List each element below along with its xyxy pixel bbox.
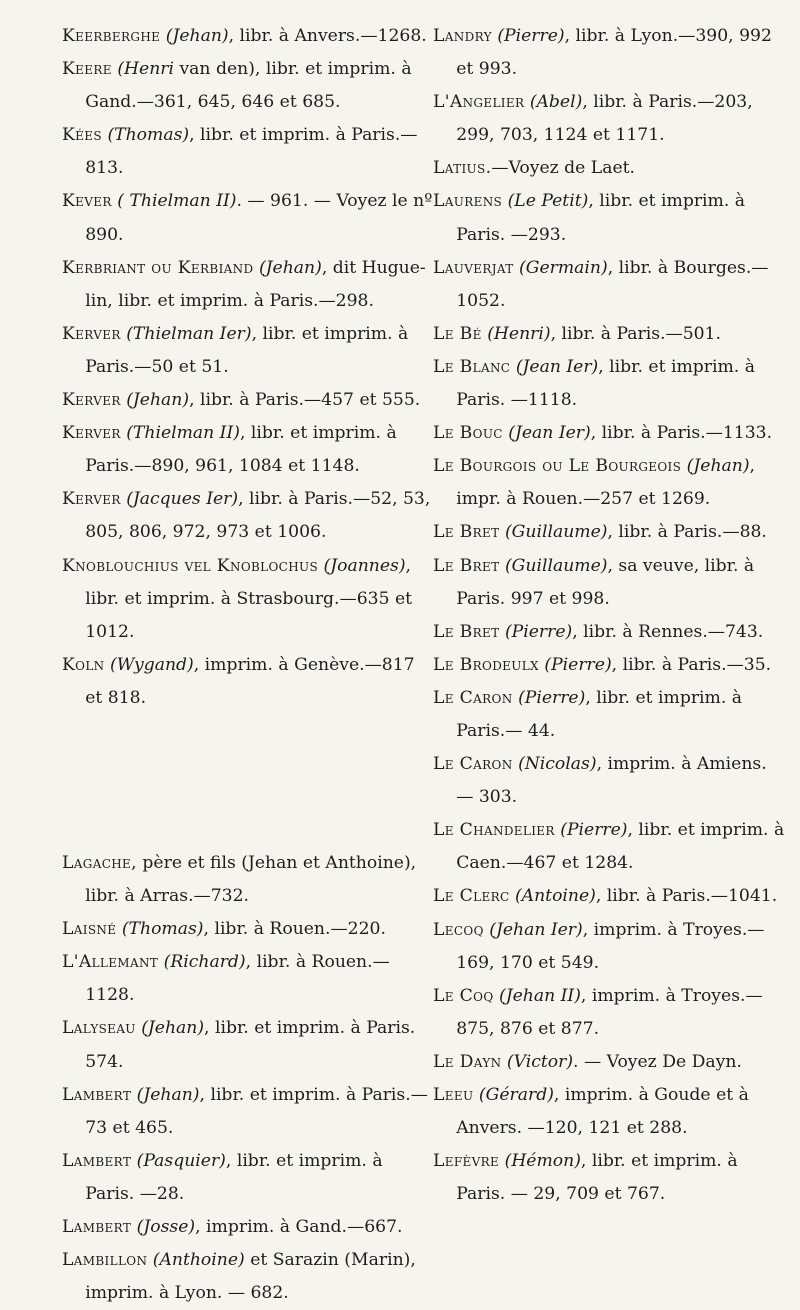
- entry-surname: Laurens: [433, 191, 503, 212]
- entry-surname: Keere: [62, 59, 112, 80]
- index-entry: [433, 185, 788, 251]
- index-entry: [62, 1012, 437, 1078]
- entry-details: , libr. à Paris.—35.: [611, 654, 772, 675]
- entry-surname: Le Bret: [433, 621, 500, 642]
- index-entry: [62, 913, 437, 946]
- entry-details: et Sarazin (Marin), imprim. à Lyon. — 682.: [85, 1250, 416, 1304]
- entry-details: père et fils (Jehan et Anthoine), libr. à Arras.—732.: [85, 852, 417, 907]
- entry-surname: Le Chandelier: [433, 820, 555, 841]
- entry-given-name: (Jean Ier): [508, 423, 591, 444]
- entry-surname: Lecoq: [433, 919, 484, 940]
- entry-surname: Le Blanc: [433, 356, 511, 377]
- index-entry: [433, 649, 788, 682]
- entry-surname: Keerberghe: [62, 26, 161, 46]
- entry-details: , libr. à Paris.—1133.: [590, 423, 773, 444]
- entry-details: , dit Hugue-lin, libr. et imprim. à Paris.—298.: [85, 257, 426, 311]
- index-entry: [433, 1046, 788, 1079]
- index-entry: [433, 748, 788, 814]
- entry-given-name: (Jehan): [126, 390, 190, 411]
- entry-given-name: (Jehan): [258, 257, 322, 278]
- index-entry: [62, 483, 437, 549]
- entry-details: van den), libr. et imprim. à Gand.—361, 645, 646 et 685.: [85, 59, 412, 113]
- entry-surname: Le Bourgois ou Le Bourgeois: [433, 456, 682, 477]
- entry-given-name: (Josse): [136, 1217, 196, 1237]
- entry-details: , sa veuve, libr. à Paris. 997 et 998.: [456, 555, 755, 609]
- entry-details: , libr. et imprim. à Paris.— 44.: [456, 687, 743, 741]
- index-entry: [433, 814, 788, 880]
- index-entry: [62, 847, 437, 913]
- entry-surname: Laisné: [62, 919, 117, 940]
- entry-details: , libr. et imprim. à Caen.—467 et 1284.: [456, 820, 785, 874]
- index-entry: [62, 1244, 437, 1310]
- entry-given-name: (Abel): [529, 92, 583, 113]
- entry-details: , imprim. à Goude et à Anvers. —120, 121 et 288.: [456, 1085, 749, 1139]
- index-entry: [62, 946, 437, 1012]
- index-entry: [62, 1145, 437, 1211]
- index-entry: [433, 351, 788, 417]
- entry-surname: Le Coq: [433, 985, 494, 1006]
- index-entry: [62, 318, 437, 384]
- entry-details: , libr. à Paris.—52, 53, 805, 806, 972, 973 et 1006.: [85, 489, 431, 543]
- entry-surname: Lauverjat: [433, 257, 514, 278]
- entry-given-name: (Jacques Ier): [126, 489, 239, 510]
- entry-surname: Le Caron: [433, 687, 513, 708]
- index-entry: [433, 914, 788, 980]
- index-entry: [433, 516, 788, 549]
- entry-details: , libr. à Anvers.—1268.: [228, 26, 427, 46]
- entry-given-name: ( Thielman II): [117, 191, 237, 212]
- index-entry: [62, 252, 437, 318]
- entry-surname: L'Allemant: [62, 952, 159, 973]
- index-entry: [62, 185, 437, 251]
- entry-surname: Kerver: [62, 390, 121, 411]
- entry-details: , libr. et imprim. à Paris. 574.: [85, 1018, 416, 1072]
- index-entry: [433, 550, 788, 616]
- entry-details: , imprim. à Troyes.—169, 170 et 549.: [456, 919, 765, 973]
- entry-surname: Lagache,: [62, 852, 137, 873]
- index-entry: [433, 880, 788, 913]
- entry-details: , libr. à Paris.—1041.: [595, 886, 778, 907]
- entry-surname: Le Bret: [433, 522, 500, 543]
- entry-details: , libr. et imprim. à Paris.— 813.: [85, 125, 418, 179]
- entry-surname: Kées: [62, 125, 102, 146]
- entry-given-name: (Nicolas): [518, 754, 597, 775]
- entry-given-name: (Jehan): [686, 456, 750, 477]
- entry-surname: L'Angelier: [433, 92, 525, 113]
- index-entry: [433, 417, 788, 450]
- entry-given-name: (Hémon): [504, 1151, 581, 1172]
- entry-details: , libr. et imprim. à Strasbourg.—635 et 1012.: [85, 555, 413, 642]
- entry-given-name: (Thielman Ier): [126, 323, 252, 344]
- entry-given-name: (Henri): [487, 323, 551, 344]
- entry-given-name: (Antoine): [514, 886, 596, 907]
- entry-details: , libr. et imprim. à Paris.—50 et 51.: [85, 323, 409, 377]
- right-column: [433, 20, 788, 1211]
- index-entry: [62, 384, 437, 417]
- entry-details: , impr. à Rouen.—257 et 1269.: [456, 456, 755, 510]
- index-entry: [433, 318, 788, 351]
- entry-given-name: (Pasquier): [136, 1150, 226, 1171]
- entry-given-name: (Thielman II): [126, 423, 240, 444]
- entry-details: , libr. à Rennes.—743.: [572, 621, 764, 642]
- entry-surname: Lambert: [62, 1217, 132, 1237]
- entry-given-name: (Thomas): [107, 125, 190, 146]
- entry-surname: Kerver: [62, 423, 121, 444]
- entry-details: , libr. et imprim. à Paris. —293.: [456, 191, 746, 245]
- entry-given-name: (Pierre): [497, 26, 565, 46]
- entry-given-name: (Pierre): [518, 687, 586, 708]
- entry-surname: Lalyseau: [62, 1018, 136, 1039]
- entry-details: , libr. et imprim. à Paris. —28.: [85, 1150, 383, 1204]
- entry-details: , libr. et imprim. à Paris.— 73 et 465.: [85, 1084, 428, 1138]
- index-entry: [62, 1079, 437, 1145]
- entry-given-name: (Le Petit): [507, 191, 589, 212]
- entry-details: —Voyez de Laet.: [491, 158, 635, 179]
- entry-surname: Lefèvre: [433, 1151, 500, 1172]
- entry-surname: Koln: [62, 654, 105, 675]
- index-entry: [433, 1145, 788, 1211]
- entry-surname: Knoblouchius vel Knoblochus: [62, 555, 319, 576]
- entry-details: , libr. à Bourges.—1052.: [456, 257, 769, 311]
- index-entry: [433, 152, 788, 185]
- letter-section-gap: [62, 715, 437, 847]
- index-entry: [62, 649, 437, 715]
- entry-surname: Kever: [62, 191, 112, 212]
- entry-given-name: (Henri: [117, 59, 174, 80]
- entry-given-name: (Guillaume): [504, 522, 608, 543]
- entry-details: , libr. à Paris.—501.: [550, 323, 721, 344]
- entry-given-name: (Anthoine): [152, 1250, 245, 1271]
- entry-surname: Lambert: [62, 1084, 132, 1105]
- entry-given-name: (Victor): [506, 1051, 574, 1072]
- entry-details: , imprim. à Troyes.—875, 876 et 877.: [456, 985, 763, 1039]
- entry-surname: Lambert: [62, 1150, 132, 1171]
- entry-surname: Le Brodeulx: [433, 654, 539, 675]
- entry-given-name: (Gérard): [478, 1085, 554, 1105]
- entry-given-name: (Jehan II): [499, 985, 581, 1006]
- entry-surname: Le Clerc: [433, 886, 510, 907]
- entry-surname: Le Caron: [433, 754, 513, 775]
- index-entry: [433, 1079, 788, 1145]
- entry-given-name: (Germain): [519, 257, 608, 278]
- entry-details: , libr. et imprim. à Paris. — 29, 709 et 767.: [456, 1151, 738, 1205]
- entry-surname: Le Bé: [433, 323, 482, 344]
- entry-given-name: (Thomas): [121, 919, 204, 940]
- entry-surname: Kerver: [62, 323, 121, 344]
- entry-given-name: (Guillaume): [504, 555, 608, 576]
- entry-details: , libr. à Paris.—88.: [607, 522, 767, 543]
- entry-given-name: (Jean Ier): [515, 356, 599, 377]
- entry-given-name: (Richard): [163, 952, 246, 973]
- entry-surname: Latius.: [433, 158, 492, 179]
- entry-details: , libr. et imprim. à Paris.—890, 961, 1084 et 1148.: [85, 423, 397, 477]
- entry-details: , libr. à Rouen.—1128.: [85, 952, 390, 1006]
- entry-surname: Le Bret: [433, 555, 500, 576]
- entry-surname: Le Bouc: [433, 423, 503, 444]
- entry-details: , imprim. à Genève.—817 et 818.: [85, 654, 415, 708]
- entry-given-name: (Jehan): [165, 26, 229, 46]
- index-entry: [433, 616, 788, 649]
- left-column: [62, 20, 437, 1310]
- index-entry: [62, 53, 437, 119]
- entry-given-name: (Pierre): [560, 820, 628, 841]
- entry-details: , libr. à Paris.—203, 299, 703, 1124 et 1171.: [456, 92, 753, 146]
- entry-surname: Le Dayn: [433, 1051, 502, 1072]
- index-entry: [62, 417, 437, 483]
- index-entry: [62, 1211, 437, 1244]
- entry-given-name: (Wygand): [110, 654, 194, 675]
- entry-surname: Kerver: [62, 489, 121, 510]
- entry-given-name: (Jehan): [136, 1084, 200, 1105]
- index-entry: [433, 20, 788, 86]
- entry-surname: Kerbriant ou Kerbiand: [62, 257, 254, 278]
- entry-details: , libr. à Rouen.—220.: [203, 919, 386, 940]
- entry-details: . — Voyez De Dayn.: [573, 1051, 742, 1072]
- index-entry: [433, 450, 788, 516]
- entry-details: , libr. à Paris.—457 et 555.: [189, 390, 421, 411]
- entry-details: . — 961. — Voyez le nº 890.: [85, 191, 433, 245]
- index-entry: [62, 119, 437, 185]
- index-entry: [433, 252, 788, 318]
- index-entry: [62, 20, 437, 53]
- entry-given-name: (Pierre): [544, 654, 612, 675]
- entry-details: , imprim. à Gand.—667.: [195, 1217, 403, 1237]
- index-entry: [433, 682, 788, 748]
- entry-given-name: (Jehan): [141, 1018, 205, 1039]
- entry-given-name: (Joannes): [323, 555, 406, 576]
- entry-details: , libr. et imprim. à Paris. —1118.: [456, 356, 755, 411]
- entry-given-name: (Jehan Ier): [489, 919, 583, 940]
- entry-surname: Leeu: [433, 1085, 474, 1105]
- index-entry: [433, 86, 788, 152]
- index-entry: [62, 550, 437, 649]
- entry-surname: Landry: [433, 26, 492, 46]
- entry-surname: Lambillon: [62, 1250, 148, 1271]
- entry-given-name: (Pierre): [504, 621, 573, 642]
- entry-details: , libr. à Lyon.—390, 992 et 993.: [456, 26, 772, 80]
- entry-details: , imprim. à Amiens. — 303.: [456, 754, 767, 808]
- index-entry: [433, 980, 788, 1046]
